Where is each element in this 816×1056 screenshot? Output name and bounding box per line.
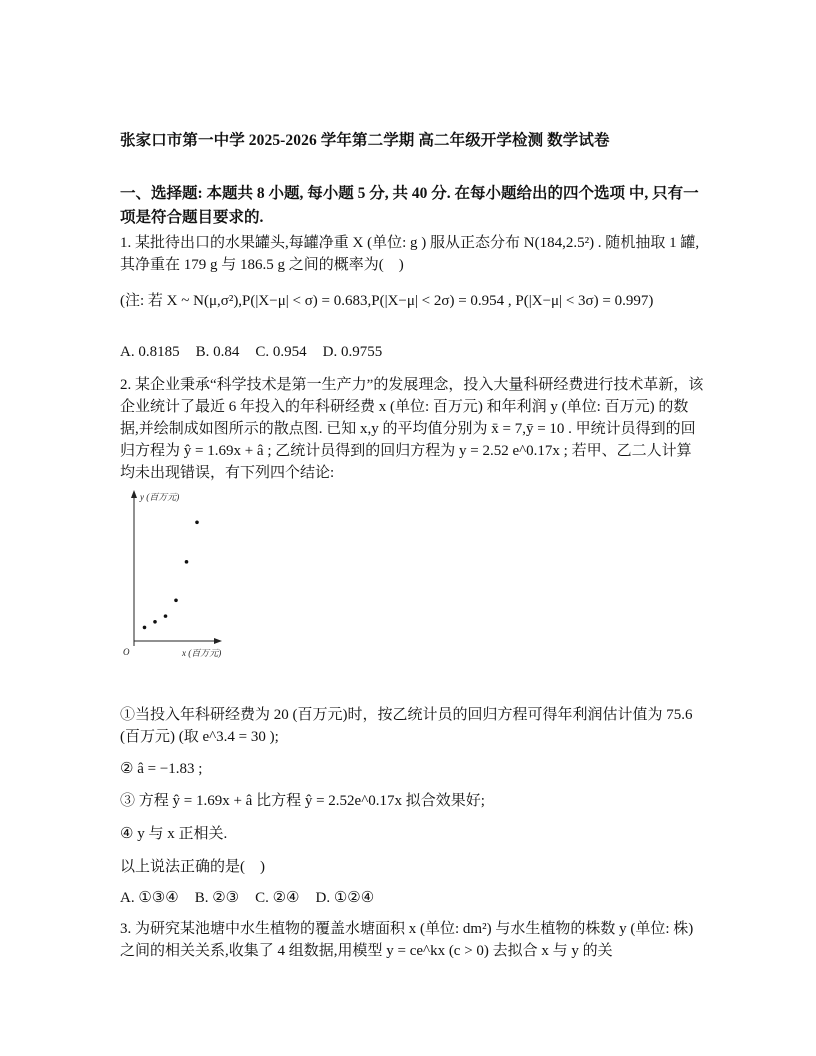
option-a: A. ①③④ xyxy=(120,890,179,906)
option-c: C. ②④ xyxy=(255,890,300,906)
section-heading: 一、选择题: 本题共 8 小题, 每小题 5 分, 共 40 分. 在每小题给出的四个选项 中, 只有一项是符合题目要求的. xyxy=(120,185,699,226)
question-1-text: 1. 某批待出口的水果罐头,每罐净重 X (单位: g ) 服从正态分布 N(184,2.5²) . 随机抽取 1 罐,其净重在 179 g 与 186.5 g 之间的概率为( ) xyxy=(120,235,700,273)
y-axis-arrow xyxy=(131,490,137,498)
question-3-text: 3. 为研究某池塘中水生植物的覆盖水塘面积 x (单位: dm²) 与水生植物的株数 y (单位: 株) 之间的相关关系,收集了 4 组数据,用模型 y = ce^kx (c > 0) 去拟合 x 与 y 的关 xyxy=(120,921,694,959)
scatter-svg xyxy=(118,486,243,666)
data-point-5 xyxy=(185,560,189,564)
statement-4: ④ y 与 x 正相关. xyxy=(120,826,228,842)
option-d: D. ①②④ xyxy=(315,890,375,906)
question-2-options xyxy=(120,887,390,909)
question-1-options xyxy=(120,341,398,363)
data-point-1 xyxy=(143,626,147,630)
data-point-2 xyxy=(153,620,157,624)
data-point-6 xyxy=(195,520,199,524)
statement-3: ③ 方程 ŷ = 1.69x + â 比方程 ŷ = 2.52e^0.17x 拟合效果好; xyxy=(120,793,485,809)
option-b: B. ②③ xyxy=(194,890,240,906)
x-axis-arrow xyxy=(214,638,222,644)
option-c: C. 0.954 xyxy=(255,344,307,360)
scatter-points xyxy=(143,520,199,629)
y-axis-label: y (百万元) xyxy=(140,492,180,502)
option-a: A. 0.8185 xyxy=(120,344,180,360)
question-2-text: 2. 某企业秉承“科学技术是第一生产力”的发展理念，投入大量科研经费进行技术革新，该企业统计了最近 6 年投入的年科研经费 x (单位: 百万元) 和年利润 y (单位: 百万元) 的数据,并绘制成如图所示的散点图. 已知 x,y 的平均值分别为 x̄ = 7,ȳ = 10 . 甲统计员得到的回归方程为 ŷ = 1.69x + â ; 乙统计员得到的回归方程为 y = 2.52 e^0.17x ; 若甲、乙二人计算均未出现错误，有下列四个结论: xyxy=(120,377,704,481)
question-2-ask: 以上说法正确的是( ) xyxy=(120,859,265,875)
scatter-plot xyxy=(118,486,243,666)
statement-2: ② â = −1.83 ; xyxy=(120,761,203,777)
origin-label: O xyxy=(123,647,130,657)
option-d: D. 0.9755 xyxy=(322,344,383,360)
data-point-4 xyxy=(174,598,178,602)
page-title: 张家口市第一中学 2025-2026 学年第二学期 高二年级开学检测 数学试卷 xyxy=(120,132,610,149)
data-point-3 xyxy=(164,614,168,618)
question-1-note: (注: 若 X ~ N(μ,σ²),P(|X−μ| < σ) = 0.683,P(|X−μ| < 2σ) = 0.954 , P(|X−μ| < 3σ) = 0.997) xyxy=(120,293,654,309)
option-b: B. 0.84 xyxy=(195,344,240,360)
x-axis-label: x (百万元) xyxy=(182,648,222,658)
statement-1: ①当投入年科研经费为 20 (百万元)时，按乙统计员的回归方程可得年利润估计值为 75.6 (百万元) (取 e^3.4 = 30 ); xyxy=(120,707,693,745)
